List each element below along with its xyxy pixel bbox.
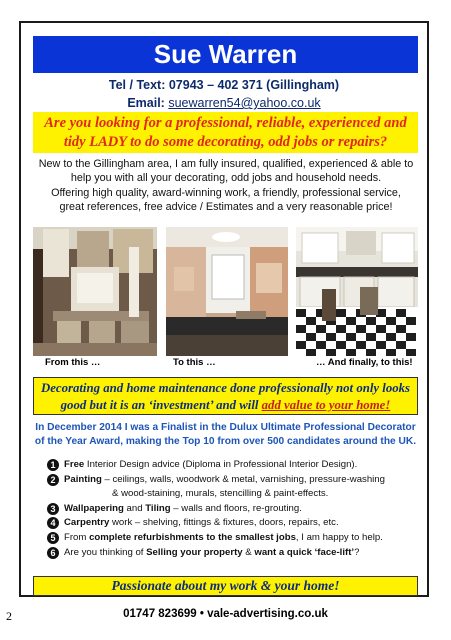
service-bold-2: want a quick ‘face-lift’ — [254, 546, 355, 558]
number-badge: 1 — [47, 459, 59, 471]
intro-text — [30, 157, 422, 214]
value-line-2 — [34, 397, 417, 414]
service-text-2: – walls and floors, re-grouting. — [170, 502, 302, 514]
service-bold: Carpentry — [64, 517, 110, 529]
list-item — [47, 531, 417, 546]
caption-after: … And finally, to this! — [316, 357, 413, 368]
service-bold: complete refurbishments to the smallest jobs — [89, 531, 296, 543]
value-line-1: Decorating and home maintenance done professionally not only looks — [41, 381, 410, 395]
list-item — [47, 546, 417, 561]
service-pre: Are you thinking of — [64, 546, 147, 558]
number-badge: 4 — [47, 517, 59, 529]
email-link[interactable]: suewarren54@yahoo.co.uk — [168, 96, 321, 110]
kitchen-after-image — [296, 227, 418, 356]
number-badge: 5 — [47, 532, 59, 544]
service-continuation: & wood-staining, murals, stencilling & paint-effects. — [112, 488, 329, 500]
service-text: – ceilings, walls, woodwork & metal, varnishing, pressure-washing — [101, 473, 385, 485]
photo-during — [166, 227, 288, 356]
service-bold: Painting — [64, 473, 102, 485]
service-bold: Free — [64, 459, 85, 470]
value-line-2-underlined: add value to your home! — [261, 398, 391, 412]
photo-before — [33, 227, 157, 356]
photo-after — [296, 227, 418, 356]
service-bold: Selling your property — [146, 546, 243, 558]
kitchen-during-image — [166, 227, 288, 356]
service-text: , I am happy to help. — [295, 531, 383, 543]
award-text: In December 2014 I was a Finalist in the Dulux Ultimate Professional Decorator of the Year Award, making the Top 10 from over 500 candidates around the UK. — [34, 422, 417, 447]
list-item — [47, 458, 417, 473]
service-bold-2: Tiling — [145, 502, 171, 514]
number-badge: 6 — [47, 547, 59, 559]
intro-line: great references, free advice / Estimates and a very reasonable price! — [59, 200, 393, 213]
service-pre: From — [64, 531, 90, 543]
service-bold: Wallpapering — [64, 502, 124, 514]
service-text: & — [242, 546, 255, 558]
name-banner: Sue Warren — [33, 36, 418, 73]
closing-banner: Passionate about my work & your home! — [33, 576, 418, 596]
intro-line: help you with all your decorating, odd jobs and household needs. — [70, 172, 382, 185]
caption-before: From this … — [45, 357, 101, 368]
service-text: Interior Design advice (Diploma in Professional Interior Design). — [84, 459, 358, 470]
email-label: Email: — [127, 96, 165, 110]
footer-contact: 01747 823699 • vale-advertising.co.uk — [123, 608, 328, 620]
service-text: and — [123, 502, 146, 514]
caption-during: To this … — [173, 357, 216, 368]
value-box — [33, 377, 418, 415]
number-badge: 3 — [47, 503, 59, 515]
kitchen-before-image — [33, 227, 157, 356]
value-line-2-prefix: good but it is an ‘investment’ and will — [60, 398, 262, 412]
headline: Are you looking for a professional, reliable, experienced and tidy LADY to do some decorating, odd jobs or repairs? — [33, 112, 418, 153]
email-line — [19, 96, 429, 110]
service-text: work – shelving, fittings & fixtures, doors, repairs, etc. — [109, 517, 339, 529]
list-item — [47, 473, 417, 502]
number-badge: 2 — [47, 474, 59, 486]
list-item — [47, 502, 417, 517]
intro-line: New to the Gillingham area, I am fully insured, qualified, experienced & able to — [38, 158, 414, 170]
service-text-2: ? — [354, 546, 360, 558]
services-list — [47, 458, 417, 560]
list-item — [47, 516, 417, 531]
page-number: 2 — [6, 609, 12, 623]
intro-line: Offering high quality, award-winning work, a friendly, professional service, — [51, 186, 401, 199]
phone-line: Tel / Text: 07943 – 402 371 (Gillingham) — [108, 78, 340, 92]
